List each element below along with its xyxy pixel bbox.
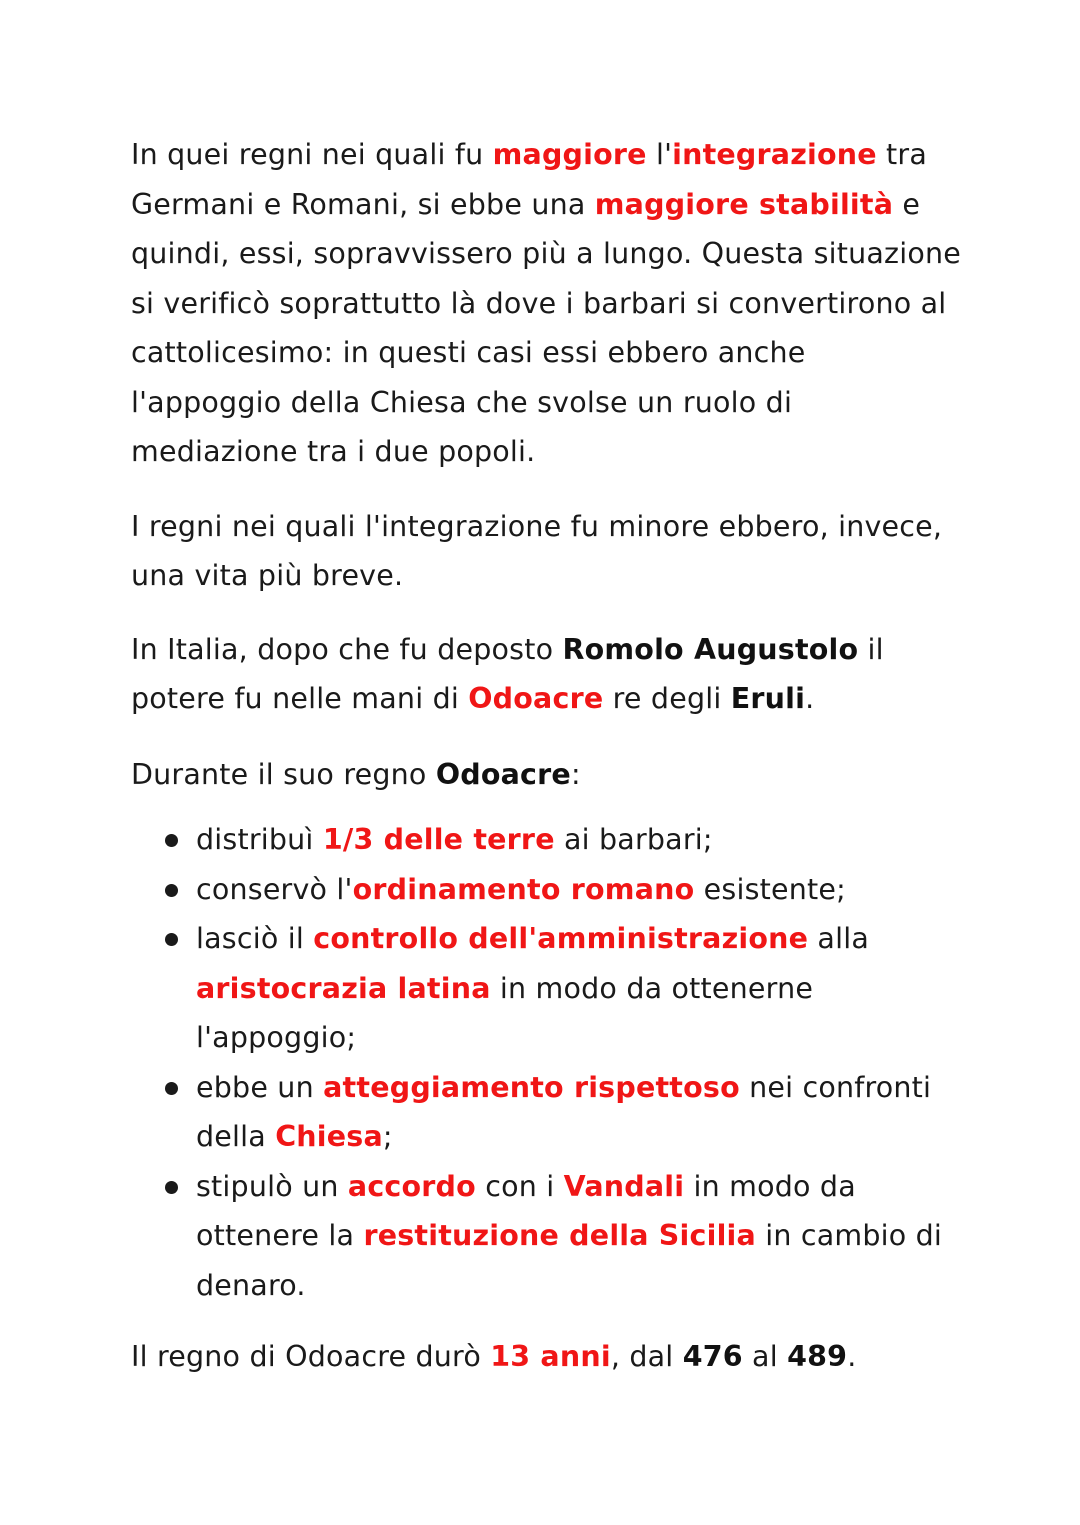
text-run: nei confronti della — [196, 1070, 932, 1153]
text-run: ebbe un — [196, 1070, 324, 1104]
highlight-integrazione: integrazione — [672, 138, 877, 171]
paragraph-italy-odoacre — [131, 625, 961, 724]
bold-eruli: Eruli — [730, 682, 806, 715]
text-run: . — [847, 1340, 857, 1373]
text-run: lasciò il — [196, 922, 314, 955]
bullet-dot-icon — [165, 933, 178, 946]
highlight-odoacre: Odoacre — [468, 682, 604, 715]
text-run: I regni nei quali l'integrazione fu minore ebbero, invece, una vita più breve. — [131, 509, 943, 592]
bullet-dot-icon — [165, 1082, 178, 1095]
text-run: : — [570, 757, 581, 791]
bold-year-476: 476 — [682, 1340, 743, 1373]
text-run: , dal — [610, 1340, 683, 1373]
text-run: conservò l' — [196, 872, 353, 906]
highlight-chiesa: Chiesa — [275, 1120, 383, 1153]
bold-odoacre: Odoacre — [435, 757, 571, 791]
bullet-dot-icon — [165, 834, 178, 847]
text-run: In Italia, dopo che fu deposto — [131, 632, 563, 666]
highlight-terre: 1/3 delle terre — [322, 823, 555, 856]
list-item — [196, 1162, 961, 1311]
text-run: l' — [646, 138, 673, 171]
highlight-vandali: Vandali — [563, 1169, 685, 1203]
list-item — [196, 914, 961, 1063]
document-page — [131, 130, 961, 1382]
bullet-dot-icon — [165, 1181, 178, 1194]
text-run: e quindi, essi, sopravvissero più a lungo. Questa situazione si verificò soprattutto là dove i barbari si convertirono al cattolicesimo: in questi casi essi ebbero anche l'appoggio della Chiesa che svolse un ruolo di mediazione tra i due popoli. — [131, 187, 961, 468]
text-run: in cambio di denaro. — [196, 1219, 943, 1302]
text-run: alla — [808, 922, 869, 955]
highlight-atteggiamento-rispettoso: atteggiamento rispettoso — [323, 1070, 740, 1104]
highlight-maggiore-stabilita: maggiore stabilità — [594, 187, 894, 221]
bold-romolo-augustolo: Romolo Augustolo — [562, 632, 859, 666]
text-run: in modo da ottenerne l'appoggio; — [196, 971, 814, 1054]
paragraph-reign-intro — [131, 750, 961, 800]
text-run: il potere fu nelle mani di — [131, 632, 884, 715]
text-run: distribuì — [196, 823, 323, 856]
text-run: esistente; — [694, 872, 846, 906]
bold-year-489: 489 — [787, 1340, 848, 1373]
highlight-13-anni: 13 anni — [490, 1340, 611, 1373]
text-run: stipulò un — [196, 1169, 348, 1203]
text-run: re degli — [603, 682, 731, 715]
highlight-controllo-amministrazione: controllo dell'amministrazione — [313, 922, 809, 955]
highlight-restituzione-sicilia: restituzione della Sicilia — [363, 1219, 756, 1252]
text-run: con i — [475, 1169, 564, 1203]
highlight-maggiore: maggiore — [492, 138, 647, 171]
text-run: ; — [382, 1120, 393, 1153]
text-run: ai barbari; — [554, 823, 713, 856]
text-run: in modo da ottenere la — [196, 1169, 856, 1252]
text-run: Durante il suo regno — [131, 757, 436, 791]
text-run: . — [805, 682, 815, 715]
text-run: al — [742, 1340, 788, 1373]
list-item — [196, 815, 961, 865]
reign-actions-list — [131, 815, 961, 1310]
highlight-aristocrazia-latina: aristocrazia latina — [196, 971, 491, 1005]
list-item — [196, 865, 961, 915]
paragraph-integration-stability — [131, 130, 961, 477]
text-run: Il regno di Odoacre durò — [131, 1340, 491, 1373]
list-item — [196, 1063, 961, 1162]
highlight-ordinamento-romano: ordinamento romano — [352, 872, 695, 906]
paragraph-reign-duration — [131, 1332, 961, 1382]
bullet-dot-icon — [165, 884, 178, 897]
text-run: In quei regni nei quali fu — [131, 138, 493, 171]
paragraph-minor-integration — [131, 502, 961, 601]
text-run: tra Germani e Romani, si ebbe una — [131, 138, 927, 221]
highlight-accordo: accordo — [347, 1169, 476, 1203]
